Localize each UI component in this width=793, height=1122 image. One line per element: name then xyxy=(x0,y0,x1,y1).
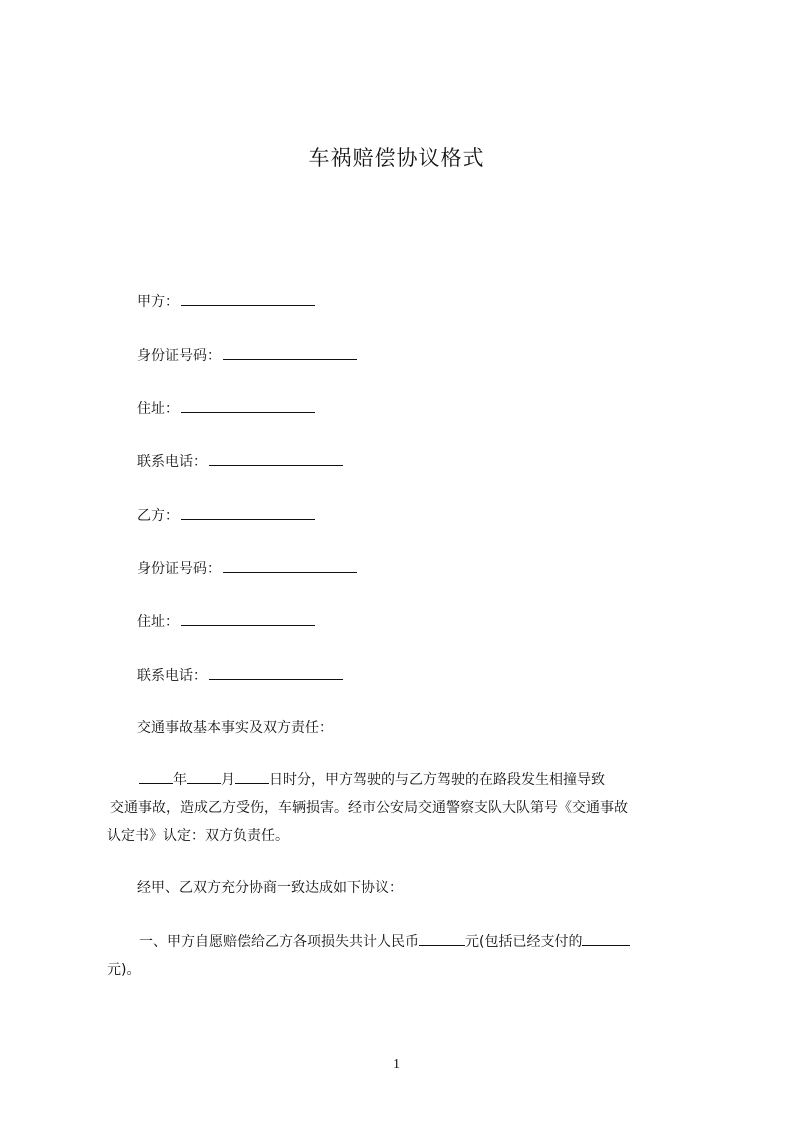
party-a-phone-field xyxy=(137,451,343,472)
party-b-id-label: 身份证号码： xyxy=(137,561,221,577)
clause-1-line-1 xyxy=(107,928,703,956)
party-a-phone-blank[interactable] xyxy=(209,451,343,466)
party-a-phone-label: 联系电话： xyxy=(137,454,207,470)
document-title: 车祸赔偿协议格式 xyxy=(308,146,485,170)
facts-line-1 xyxy=(107,766,703,794)
clause-1-line-2: 元)。 xyxy=(107,962,141,978)
facts-heading: 交通事故基本事实及双方责任： xyxy=(137,720,333,736)
party-b-phone-field xyxy=(137,665,343,686)
party-b-phone-blank[interactable] xyxy=(209,665,343,680)
party-b-address-field xyxy=(137,611,315,632)
party-a-address-label: 住址： xyxy=(137,401,179,417)
party-b-name-field xyxy=(137,505,315,526)
facts-line-2: 交通事故，造成乙方受伤，车辆损害。经市公安局交通警察支队大队第号《交通事故 xyxy=(110,800,628,816)
party-a-name-field xyxy=(137,291,315,312)
party-a-id-label: 身份证号码： xyxy=(137,348,221,364)
year-blank[interactable] xyxy=(139,769,173,784)
party-b-id-field xyxy=(137,558,357,579)
page-number: 1 xyxy=(393,1057,400,1072)
party-a-address-field xyxy=(137,398,315,419)
party-a-id-field xyxy=(137,345,357,366)
day-rest-text: 日时分，甲方驾驶的与乙方驾驶的在路段发生相撞导致 xyxy=(269,772,605,788)
year-label: 年 xyxy=(173,772,187,788)
clause-1-text-a: 一、甲方自愿赔偿给乙方各项损失共计人民币 xyxy=(139,934,419,950)
party-a-name-label: 甲方： xyxy=(137,294,179,310)
party-b-address-label: 住址： xyxy=(137,614,179,630)
party-b-id-blank[interactable] xyxy=(223,558,357,573)
total-amount-blank[interactable] xyxy=(419,931,465,946)
party-b-name-label: 乙方： xyxy=(137,508,179,524)
facts-line-3: 认定书》认定：双方负责任。 xyxy=(107,828,289,844)
clause-1-text-b: 元(包括已经支付的 xyxy=(465,934,583,950)
party-a-address-blank[interactable] xyxy=(181,398,315,413)
agreement-intro: 经甲、乙双方充分协商一致达成如下协议： xyxy=(137,880,403,896)
party-b-phone-label: 联系电话： xyxy=(137,668,207,684)
party-a-name-blank[interactable] xyxy=(181,291,315,306)
paid-amount-blank[interactable] xyxy=(582,931,630,946)
party-a-id-blank[interactable] xyxy=(223,345,357,360)
party-b-name-blank[interactable] xyxy=(181,505,315,520)
month-blank[interactable] xyxy=(187,769,221,784)
facts-paragraph xyxy=(107,766,703,850)
day-blank[interactable] xyxy=(235,769,269,784)
month-label: 月 xyxy=(221,772,235,788)
clause-1 xyxy=(107,928,703,984)
party-b-address-blank[interactable] xyxy=(181,611,315,626)
